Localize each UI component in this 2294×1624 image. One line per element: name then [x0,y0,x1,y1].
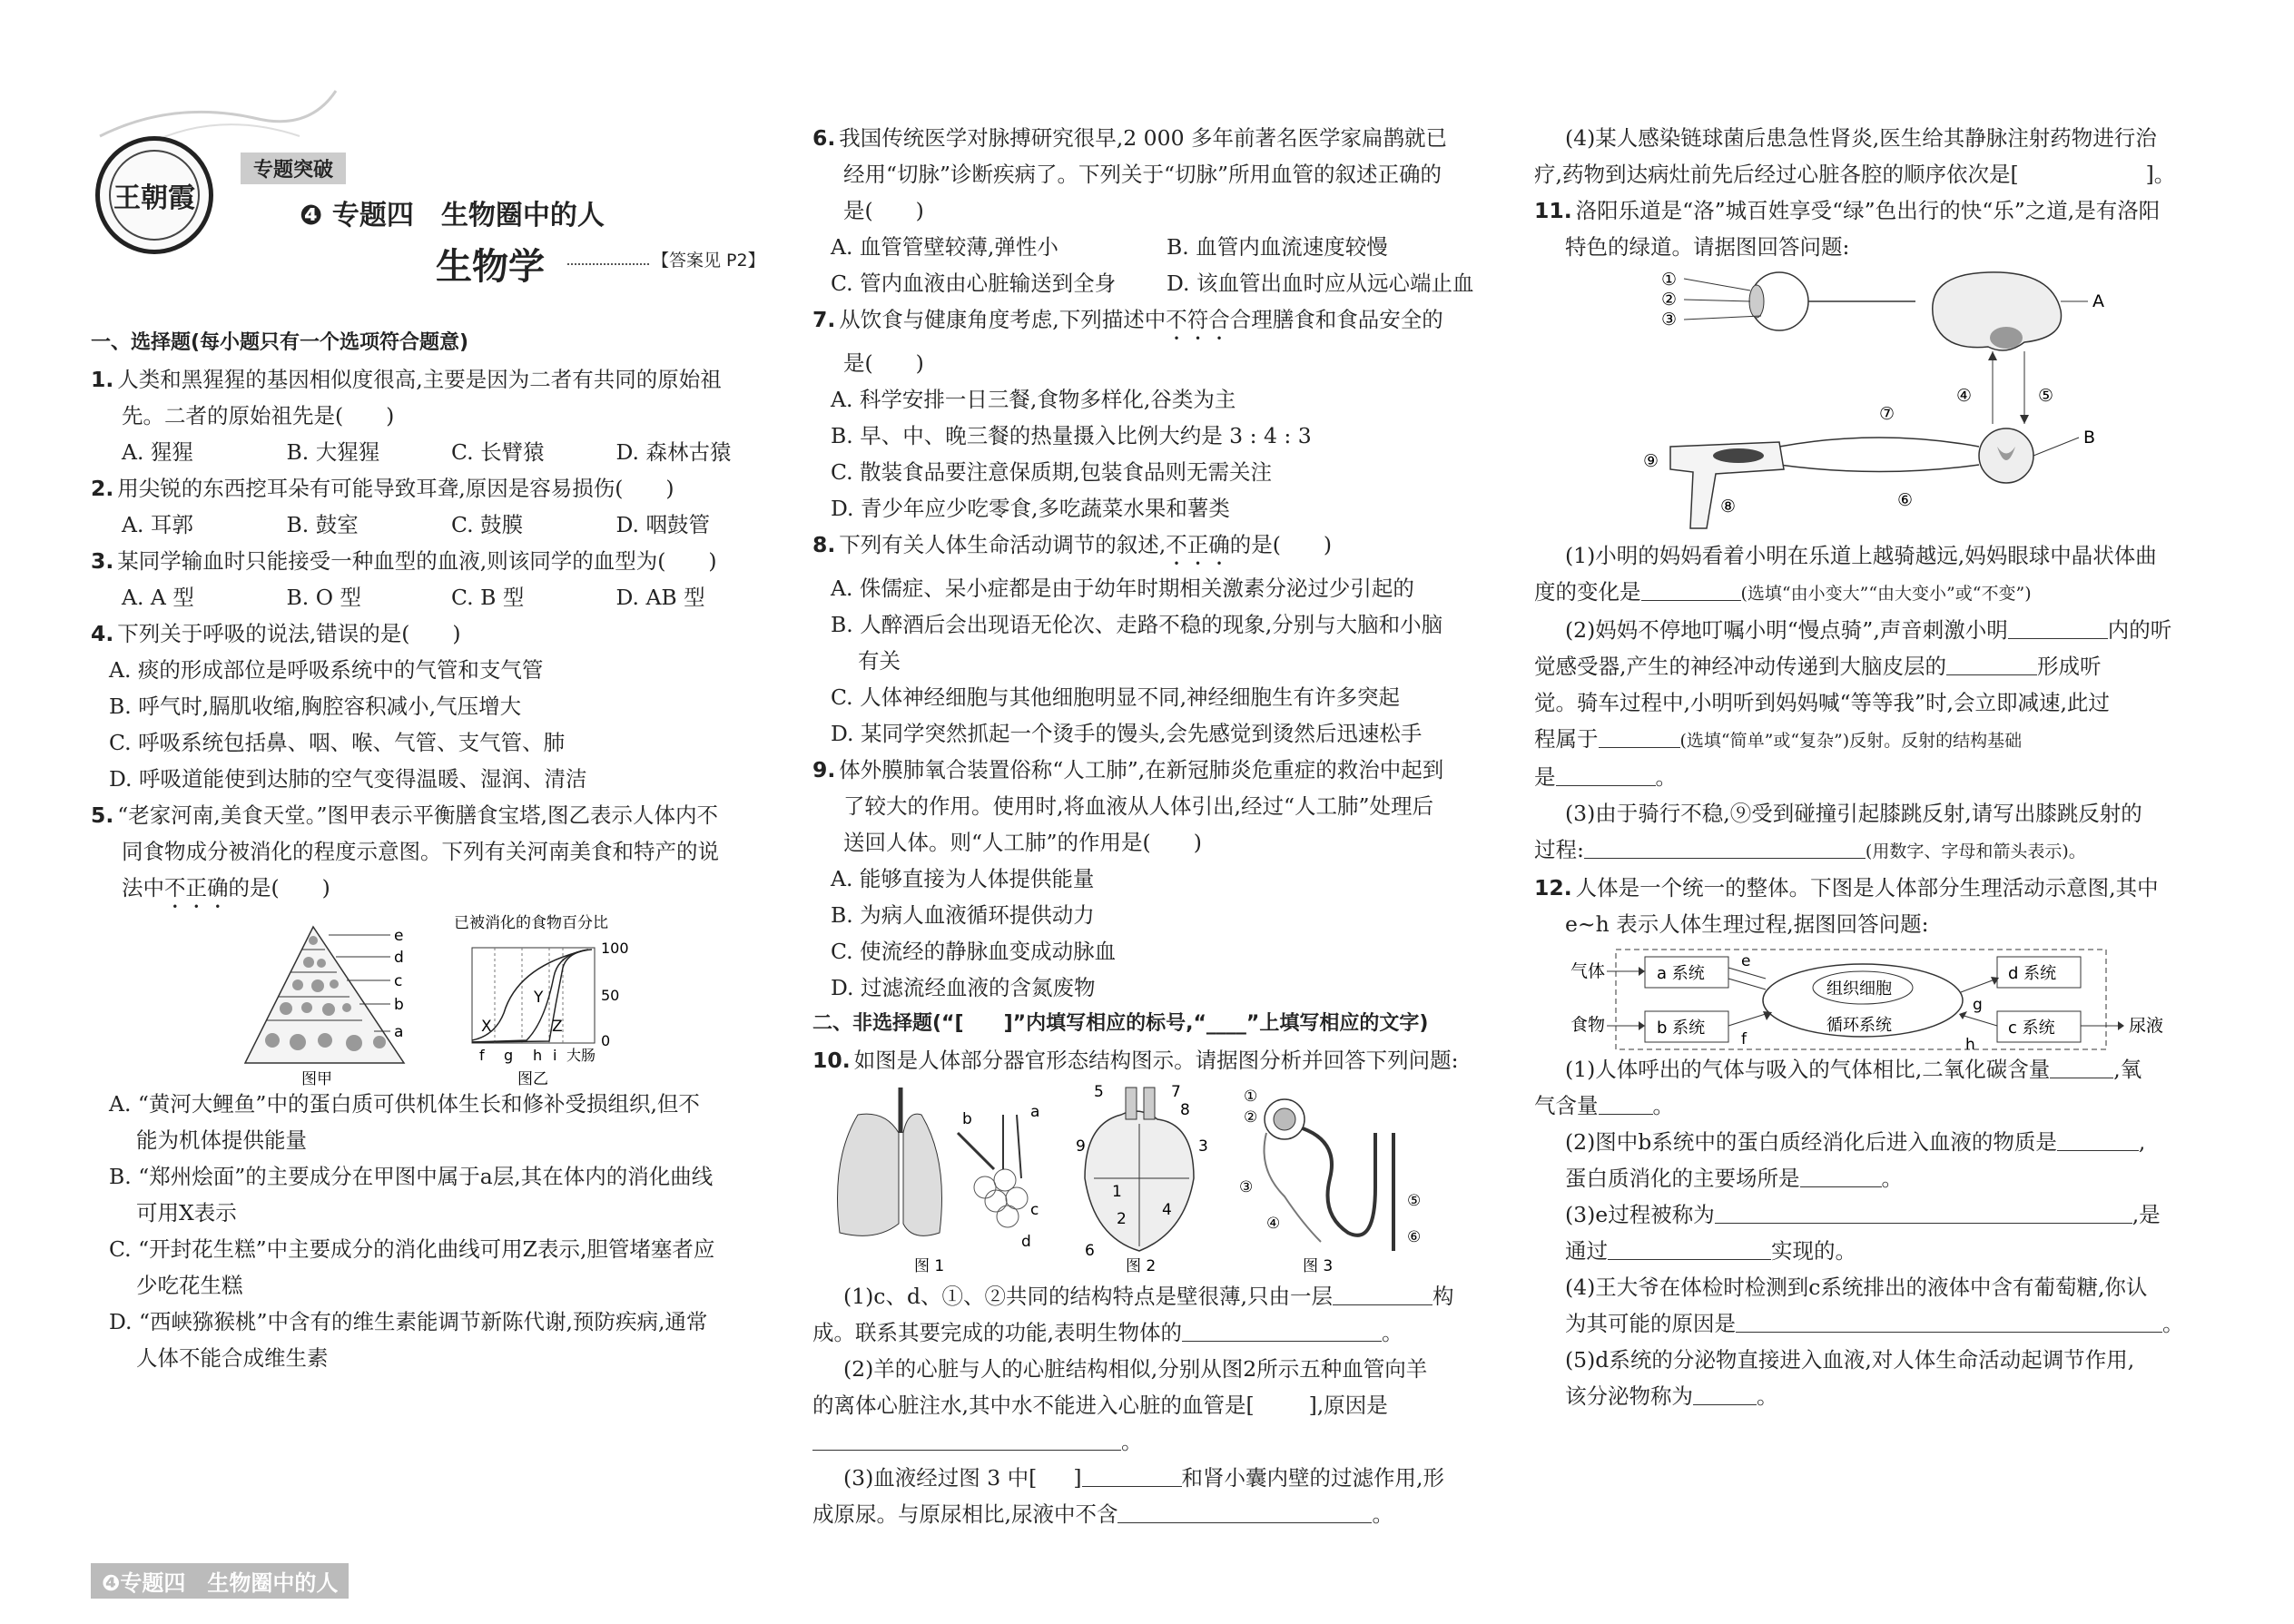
fig1-label: d [1021,1233,1031,1251]
answer-blank[interactable] [1333,1281,1433,1305]
question-8 [812,527,1502,752]
x-tick-label: g [504,1047,514,1064]
option-a: A. 猩猩 [122,439,193,465]
option-b-cont: 有关 [858,648,901,674]
question-10 [812,1042,1502,1532]
section-heading: 二、非选择题(“[ ]”内填写相应的标号,“____”上填写相应的文字) [812,1012,1429,1035]
option-a: A. 耳郭 [122,512,193,537]
question-stem: 同食物成分被消化的程度示意图。下列有关河南美食和特产的说 [122,839,719,864]
sub-question: 觉。骑车过程中,小明听到妈妈喊“等等我”时,会立即减速,此过 [1534,690,2110,715]
question-number: 1. [91,367,114,392]
page-footer: ❹专题四 生物圈中的人 [91,1563,349,1599]
pyramid-label: c [394,972,403,990]
answer-blank[interactable] [1800,1163,1882,1187]
fig3-label: ⑥ [1407,1228,1422,1246]
sub-question: 程属于 [1534,726,1599,752]
curve-label: X [481,1018,492,1036]
sub-question: 形成听 [2036,654,2102,679]
process-label: f [1741,1030,1747,1048]
y-tick-label: 50 [601,987,620,1004]
question-7 [812,301,1502,527]
option-c: C. “开封花生糕”中主要成分的消化曲线可用Z表示,胆管堵塞者应 [109,1236,715,1262]
option-d: D. 咽鼓管 [615,512,710,537]
answer-blank[interactable] [1599,723,1680,748]
question-stem: 是( ) [843,350,924,376]
figure-reflex-arc [1534,265,2224,537]
option-b: B. 鼓室 [286,512,359,537]
lung-diagram [838,1088,1040,1275]
answer-blank[interactable] [1556,762,1656,786]
fig3-label: ④ [1266,1215,1281,1233]
answer-bracket[interactable] [1037,1463,1073,1487]
sub-question: 。 [1881,1166,1903,1191]
heart-diagram [1076,1083,1208,1275]
pyramid-label: b [394,996,404,1014]
option-a: A. 能够直接为人体提供能量 [831,866,1095,891]
sub-question: 是 [1534,764,1556,790]
sub-question: 实现的。 [1771,1238,1856,1264]
process-label: h [1965,1036,1975,1051]
question-6 [812,120,1502,301]
question-number: 5. [91,802,114,828]
figure-food-pyramid-digestion [91,913,781,1086]
diagram-label: 食物 [1570,1015,1606,1035]
option-d: D. 呼吸道能使到达肺的空气变得温暖、湿润、清洁 [109,766,587,792]
question-12 [1534,870,2224,1414]
answer-blank[interactable] [1641,576,1741,601]
question-1 [91,361,781,470]
question-number: 6. [812,125,836,151]
fig2-label: 3 [1198,1137,1208,1156]
sub-question: 。 [2162,1311,2184,1336]
figure-caption: 图 3 [1303,1257,1334,1275]
sub-question: 。 [1121,1429,1143,1454]
fig2-label: 9 [1076,1137,1086,1156]
emphasis-text: 不符合 [1166,307,1230,332]
system-label: c 系统 [2008,1019,2055,1038]
eye-diagram [1661,270,1915,330]
brain-diagram [1933,272,2104,424]
column-3 [1534,120,2224,1414]
question-number: 7. [812,307,836,332]
option-c: C. 人体神经细胞与其他细胞明显不同,神经细胞生有许多突起 [831,684,1401,710]
question-number: 3. [91,548,114,574]
sub-question: 疗,药物到达病灶前先后经过心脏各腔的顺序依次是[ [1534,162,2019,187]
option-a: A. A 型 [122,585,194,610]
option-c: C. 呼吸系统包括鼻、咽、喉、气管、支气管、肺 [109,730,566,755]
fig2-label: 1 [1112,1183,1122,1201]
reflex-label: ⑧ [1720,497,1737,517]
sub-question: (选填“由小变大”“由大变小”或“不变”) [1740,584,2032,604]
option-d-cont: 人体不能合成维生素 [136,1345,329,1371]
system-label: b 系统 [1657,1019,1706,1038]
figure-caption: 图乙 [517,1070,548,1086]
sub-question: (2)妈妈不停地叮嘱小明“慢点骑”,声音刺激小明 [1565,617,2008,643]
reflex-label: A [2092,291,2104,311]
process-label: g [1973,996,1983,1014]
option-b: B. 早、中、晚三餐的热量摄入比例大约是 3 : 4 : 3 [831,423,1312,448]
question-stem: 从饮食与健康角度考虑,下列描述中 [839,307,1167,332]
fig2-label: 7 [1171,1083,1181,1101]
option-a: A. 血管管壁较薄,弹性小 [831,234,1058,260]
option-a: A. 痰的形成部位是呼吸系统中的气管和支气管 [109,657,544,683]
option-d: D. 某同学突然抓起一个烫手的馒头,会先感觉到烫然后迅速松手 [831,721,1423,746]
option-c: C. 使流经的静脉血变成动脉血 [831,939,1117,964]
question-stem: 人体是一个统一的整体。下图是人体部分生理活动示意图,其中 [1575,875,2159,901]
option-a-cont: 能为机体提供能量 [136,1127,307,1153]
question-stem: 经用“切脉”诊断疾病了。下列关于“切脉”所用血管的叙述正确的 [843,162,1442,187]
question-stem: 下列有关人体生命活动调节的叙述, [839,532,1167,557]
fig3-label: ② [1244,1108,1258,1127]
fig1-label: b [962,1110,972,1128]
sub-question: ],原因是 [1308,1393,1388,1418]
sub-question: 构 [1432,1284,1454,1309]
question-stem: 人类和黑猩猩的基因相似度很高,主要是因为二者有共同的原始祖 [117,367,722,392]
option-d: D. AB 型 [615,585,705,610]
sub-question: (1)c、d、①、②共同的结构特点是壁很薄,只由一层 [843,1284,1333,1309]
reflex-label: ③ [1661,310,1678,330]
question-4 [91,615,781,797]
sub-question: 度的变化是 [1534,579,1641,605]
sub-question: (2)羊的心脏与人的心脏结构相似,分别从图2所示五种血管向羊 [843,1356,1428,1382]
fig2-label: 6 [1085,1242,1095,1260]
question-stem: 法中 [122,875,164,901]
sub-question: 该分泌物称为 [1565,1383,1693,1409]
diagram-label: 尿液 [2129,1016,2164,1036]
question-stem: 了较大的作用。使用时,将血液从人体引出,经过“人工肺”处理后 [843,793,1433,819]
reflex-label: B [2083,428,2096,448]
sub-question: , [2138,1129,2146,1155]
option-c: C. 鼓膜 [451,512,524,537]
answer-blank[interactable] [1584,834,1866,859]
answer-blank[interactable] [1736,1308,2162,1333]
question-9 [812,752,1502,1006]
answer-blank[interactable] [1082,1462,1182,1487]
answer-blank[interactable] [1608,1235,1771,1260]
sub-question: 成。联系其要完成的功能,表明生物体的 [812,1320,1182,1345]
sub-question: 。 [1372,1501,1393,1527]
question-number: 10. [812,1048,851,1073]
sub-question: (3)由于骑行不稳,⑨受到碰撞引起膝跳反射,请写出膝跳反射的 [1565,801,2142,826]
question-3 [91,543,781,615]
question-stem: 先。二者的原始祖先是( ) [122,403,395,428]
sub-question: 和肾小囊内壁的过滤作用,形 [1181,1465,1445,1491]
sub-question: (1)人体呼出的气体与吸入的气体相比,二氧化碳含量 [1565,1057,2051,1082]
y-tick-label: 100 [601,940,629,957]
answer-blank[interactable] [1182,1317,1382,1342]
process-label: e [1741,952,1751,970]
answer-blank[interactable] [812,1426,1121,1451]
question-stem: 用尖锐的东西挖耳朵有可能导致耳聋,原因是容易损伤( ) [117,476,674,501]
answer-blank[interactable] [1715,1199,2132,1224]
fig1-label: c [1030,1201,1039,1219]
topic-title: ❹ 专题四 生物圈中的人 [300,200,605,231]
fig3-label: ③ [1239,1178,1254,1196]
figure-body-systems [1534,942,2224,1051]
fig2-label: 4 [1162,1201,1172,1219]
chart-title: 已被消化的食物百分比 [454,914,608,932]
answer-bracket[interactable] [1255,1391,1309,1414]
option-d: D. “西峡猕猴桃”中含有的维生素能调节新陈代谢,预防疾病,通常 [109,1309,708,1334]
sub-question: 成原尿。与原尿相比,尿液中不含 [812,1501,1118,1527]
subject-title: 生物学 [436,246,545,288]
question-number: 8. [812,532,836,557]
option-b: B. 大猩猩 [286,439,380,465]
answer-reference: 【答案见 P2】 [652,251,765,271]
answer-blank[interactable] [1693,1381,1757,1405]
question-stem: 的是( ) [228,875,330,901]
answer-blank[interactable] [2050,1054,2113,1078]
reflex-label: ② [1661,290,1678,310]
x-tick-label: i [553,1047,557,1064]
sub-question: ,是 [2132,1202,2161,1227]
question-stem: 如图是人体部分器官形态结构图示。请据图分析并回答下列问题: [853,1048,1459,1073]
emphasis-text: 不正确 [164,875,229,901]
question-stem: 我国传统医学对脉搏研究很早,2 000 多年前著名医学家扁鹊就已 [839,125,1447,151]
option-b: B. 血管内血流速度较慢 [1167,234,1388,260]
sub-question: (3)血液经过图 3 中[ [843,1465,1038,1491]
fig3-label: ⑤ [1407,1192,1422,1210]
sub-question: (4)某人感染链球菌后患急性肾炎,医生给其静脉注射药物进行治 [1565,125,2157,151]
pyramid-label: a [394,1023,404,1041]
section-heading: 一、选择题(每小题只有一个选项符合题意) [91,331,469,354]
system-label: a 系统 [1657,964,1705,983]
option-d: D. 青少年应少吃零食,多吃蔬菜水果和薯类 [831,496,1230,521]
question-number: 2. [91,476,114,501]
curve-label: Y [534,989,544,1007]
digestion-curve-chart [454,914,629,1086]
fig3-label: ① [1244,1088,1258,1106]
sub-question: 。 [1652,1093,1674,1118]
option-b: B. 呼气时,膈肌收缩,胸腔容积减小,气压增大 [109,694,522,719]
emphasis-text: 不正确 [1166,532,1230,557]
question-stem: 特色的绿道。请据图回答问题: [1565,234,1850,260]
sub-question: 蛋白质消化的主要场所是 [1565,1166,1800,1191]
option-d: D. 过滤流经血液的含氮废物 [831,975,1096,1000]
question-5 [91,797,781,1376]
option-a: A. 科学安排一日三餐,食物多样化,谷类为主 [831,387,1236,412]
topic-badge: 专题突破 [241,153,346,184]
question-stem: 洛阳乐道是“洛”城百姓享受“绿”色出行的快“乐”之道,是有洛阳 [1575,198,2161,223]
question-stem: 是( ) [843,198,924,223]
question-2 [91,470,781,543]
reflex-label: ① [1661,270,1678,290]
option-b: B. 人醉酒后会出现语无伦次、走路不稳的现象,分别与大脑和小脑 [831,612,1443,637]
system-label: d 系统 [2008,964,2057,983]
sub-question: ]。 [2145,162,2176,187]
answer-blank[interactable] [1117,1499,1372,1523]
diagram-label: 组织细胞 [1826,979,1892,999]
sub-question: 过程: [1534,837,1584,862]
nephron-diagram [1239,1088,1421,1275]
sub-question: 的离体心脏注水,其中水不能进入心脏的血管是[ [812,1393,1255,1418]
question-stem: 的是( ) [1229,532,1333,557]
answer-bracket[interactable] [2019,160,2146,183]
column-2 [812,120,1502,1532]
option-c: C. B 型 [451,585,525,610]
option-c: C. 长臂猿 [451,439,545,465]
question-number: 4. [91,621,114,646]
question-stem: 体外膜肺氧合装置俗称“人工肺”,在新冠肺炎危重症的救治中起到 [839,757,1444,782]
sub-question: 气含量 [1534,1093,1599,1118]
x-tick-label: h [533,1047,543,1064]
pyramid-label: d [394,949,404,967]
question-number: 11. [1534,198,1572,223]
curve-label: Z [552,1018,563,1036]
sub-question: 。 [1381,1320,1403,1345]
answer-blank[interactable] [1946,651,2037,675]
option-c: C. 散装食品要注意保质期,包装食品则无需关注 [831,459,1273,485]
option-c-cont: 少吃花生糕 [136,1273,243,1298]
sub-question: (5)d系统的分泌物直接进入血液,对人体生命活动起调节作用, [1565,1347,2135,1373]
fig2-label: 5 [1094,1083,1104,1101]
x-tick-label: 大肠 [566,1047,596,1064]
sub-question: (3)e过程被称为 [1565,1202,1715,1227]
sub-question: (2)图中b系统中的蛋白质经消化后进入血液的物质是 [1565,1129,2057,1155]
answer-blank[interactable] [2008,615,2108,639]
sub-question: 。 [1757,1383,1778,1409]
diagram-label: 气体 [1570,961,1606,981]
figure-organs [812,1078,1502,1278]
option-a: A. “黄河大鲤鱼”中的蛋白质可供机体生长和修补受损组织,但不 [109,1091,700,1117]
option-c: C. 管内血液由心脏输送到全身 [831,271,1117,296]
fig2-label: 2 [1117,1210,1127,1228]
pyramid-label: e [394,927,404,945]
sub-question: (4)王大爷在体检时检测到c系统排出的液体中含有葡萄糖,你认 [1565,1275,2148,1300]
figure-caption: 图 1 [914,1257,945,1275]
figure-caption: 图 2 [1126,1257,1157,1275]
question-number: 12. [1534,875,1572,901]
answer-blank[interactable] [1599,1090,1653,1115]
fig1-label: a [1030,1103,1040,1121]
sub-question: 为其可能的原因是 [1565,1311,1736,1336]
sub-question: 。 [1655,764,1677,790]
diagram-label: 循环系统 [1826,1016,1892,1035]
option-a: A. 侏儒症、呆小症都是由于幼年时期相关激素分泌过少引起的 [831,576,1414,601]
option-b: B. O 型 [286,585,361,610]
sub-question: 觉感受器,产生的神经冲动传递到大脑皮层的 [1534,654,1946,679]
question-stem: “老家河南,美食天堂。”图甲表示平衡膳食宝塔,图乙表示人体内不 [117,802,718,828]
option-d: D. 森林古猿 [615,439,732,465]
sub-question: ,氧 [2113,1057,2142,1082]
question-stem: 下列关于呼吸的说法,错误的是( ) [117,621,461,646]
y-tick-label: 0 [601,1032,611,1049]
x-tick-label: f [479,1047,485,1064]
logo-text: 王朝霞 [109,150,200,241]
reflex-label: ⑨ [1643,451,1659,471]
divider [567,263,649,265]
question-stem: 送回人体。则“人工肺”的作用是( ) [843,830,1202,855]
question-stem: 合理膳食和食品安全的 [1229,307,1443,332]
question-stem: e~h 表示人体生理过程,据图回答问题: [1565,911,1929,937]
reflex-label: ④ [1956,386,1973,406]
reflex-label: ⑥ [1897,490,1914,510]
sub-question: (用数字、字母和箭头表示)。 [1865,842,2086,861]
sub-question: (选填“简单”或“复杂”)反射。反射的结构基础 [1679,731,2023,751]
answer-blank[interactable] [2057,1127,2139,1151]
figure-caption: 图甲 [301,1070,332,1086]
brand-logo [95,136,213,254]
question-stem: 某同学输血时只能接受一种血型的血液,则该同学的血型为( ) [117,548,717,574]
fig2-label: 8 [1180,1101,1190,1119]
sub-question: 内的听 [2107,617,2172,643]
spinal-leg-diagram [1643,404,2095,528]
sub-question: 通过 [1565,1238,1608,1264]
sub-question: ] [1073,1465,1082,1491]
food-pyramid-diagram [245,927,404,1086]
option-b: B. “郑州烩面”的主要成分在甲图中属于a层,其在体内的消化曲线 [109,1164,714,1189]
option-d: D. 该血管出血时应从远心端止血 [1167,271,1474,296]
question-number: 9. [812,757,836,782]
reflex-label: ⑦ [1879,404,1895,424]
option-b: B. 为病人血液循环提供动力 [831,902,1095,928]
sub-question: (1)小明的妈妈看着小明在乐道上越骑越远,妈妈眼球中晶状体曲 [1565,543,2157,568]
reflex-label: ⑤ [2038,386,2054,406]
question-11 [1534,192,2224,870]
option-b-cont: 可用X表示 [136,1200,237,1225]
